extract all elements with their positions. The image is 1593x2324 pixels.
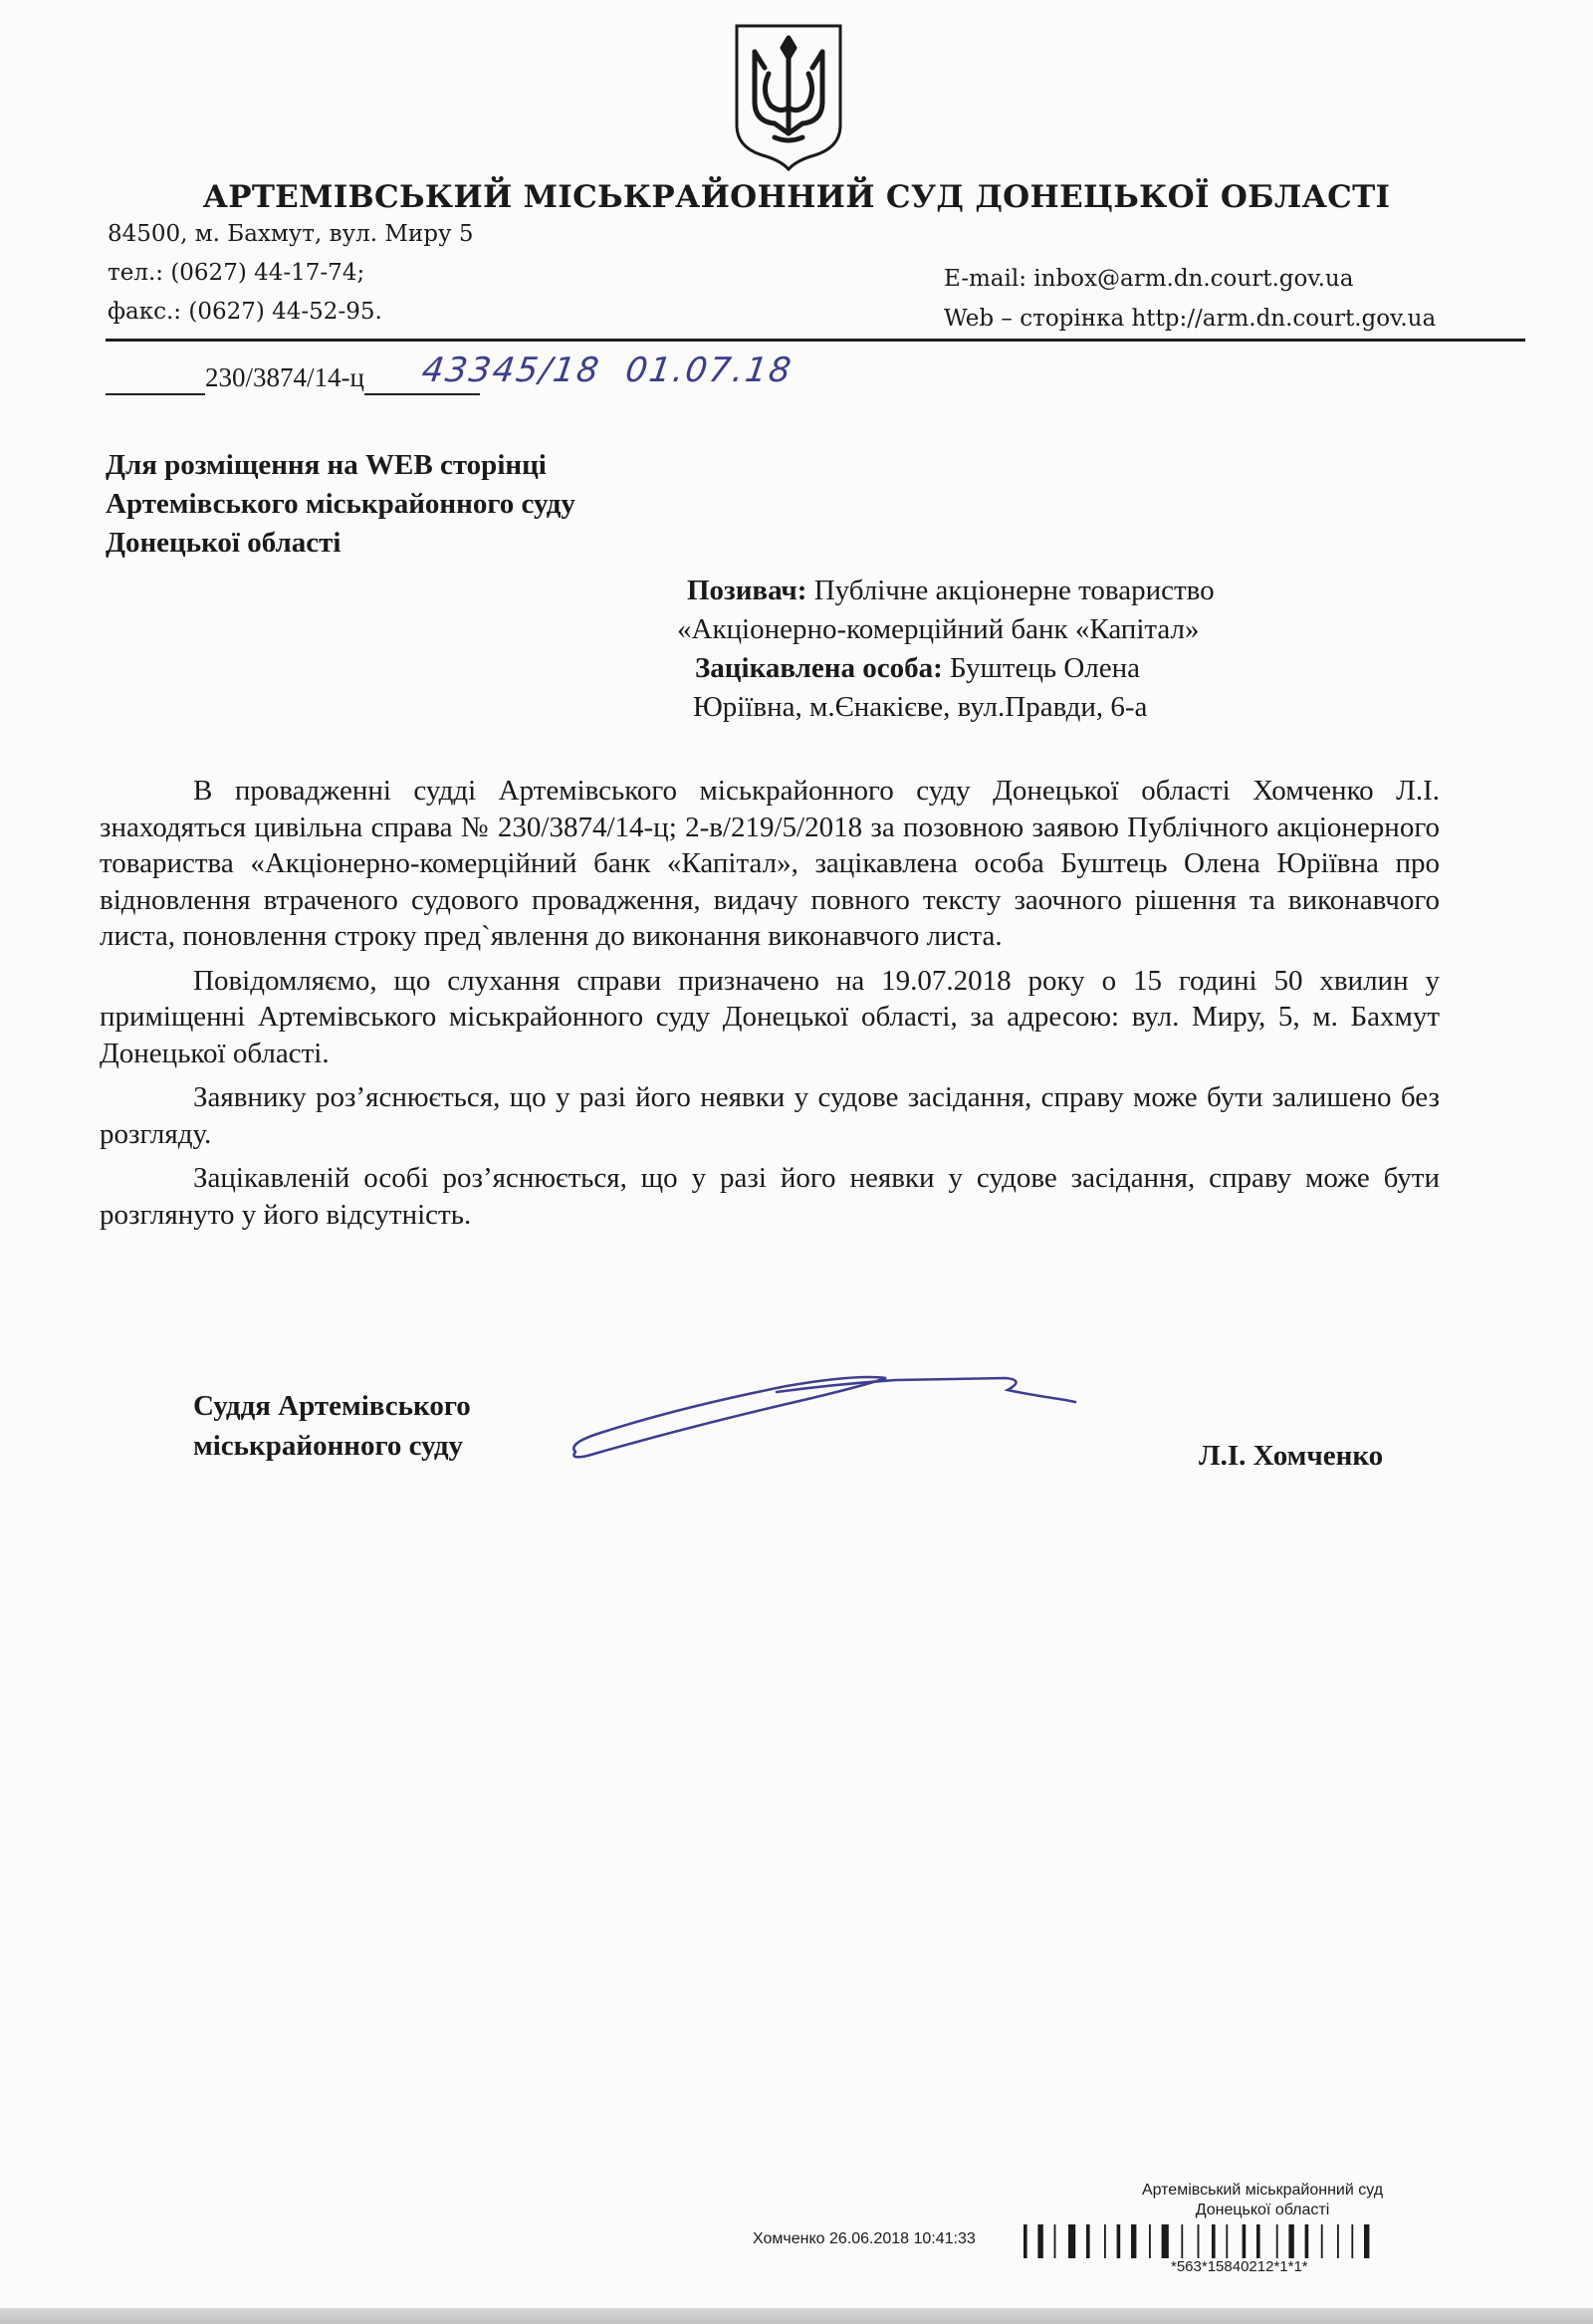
signatory-title [193, 1386, 471, 1466]
barcode [1024, 2224, 1511, 2258]
plaintiff-name: Публічне акціонерне товариство [813, 575, 1215, 606]
barcode-bar [1243, 2224, 1247, 2258]
stamp-meta: Хомченко 26.06.2018 10:41:33 [753, 2230, 976, 2247]
stamp-organization [1113, 2181, 1412, 2220]
plaintiff-row [687, 572, 1215, 610]
barcode-bar [1305, 2224, 1309, 2258]
barcode-bar [1256, 2224, 1260, 2258]
recipient-line: Для розміщення на WEB сторінці [106, 449, 547, 481]
barcode-text: *563*15840212*1*1* [1171, 2258, 1308, 2275]
handwritten-registration [419, 350, 796, 390]
interested-name: Буштець Олена [950, 652, 1140, 684]
plaintiff-label: Позивач: [687, 575, 807, 606]
barcode-bar [1024, 2224, 1027, 2258]
body-paragraph: Заявнику роз’яснюється, що у разі його неявки у судове засідання, справу може бути залишено без розгляду. [100, 1081, 1440, 1150]
barcode-bar [1337, 2224, 1339, 2258]
body-paragraph: Повідомляємо, що слухання справи призначено на 19.07.2018 року о 15 годині 50 хвилин у приміщенні Артемівського міськрайонного суду Донецької області, за адресою: вул. Миру, 5, м. Бахмут Донецької області. [100, 964, 1440, 1069]
notice-body [100, 773, 1440, 1241]
signatory-name: Л.І. Хомченко [1199, 1440, 1384, 1472]
body-paragraph: Зацікавленій особі роз’яснюється, що у разі його неявки у судове засідання, справу може бути розглянуто у його відсутність. [100, 1162, 1440, 1231]
signatory-title-line: міськрайонного суду [193, 1430, 464, 1462]
barcode-bar [1068, 2224, 1075, 2258]
barcode-bar [1198, 2224, 1200, 2258]
recipient-block [106, 446, 575, 563]
body-paragraph: В провадженні судді Артемівського міськрайонного суду Донецької області Хомченко Л.І. знаходяться цивільна справа № 230/3874/14-ц; 2-в/219/5/2018 за позовною заявою Публічного акціонерного товариства «Акціонерно-комерційний банк «Капітал», зацікавлена особа Буштець Олена Юріївна про відновлення втраченого судового провадження, видачу повного тексту заочного рішення та виконавчого листа, поновлення строку пред`явлення до виконання виконавчого листа. [100, 775, 1440, 952]
handwritten-number: 43345/18 [419, 350, 603, 390]
barcode-bar [1162, 2224, 1169, 2258]
barcode-bar [1288, 2224, 1293, 2258]
header-divider [106, 339, 1525, 342]
barcode-bar [1351, 2224, 1353, 2258]
interested-label: Зацікавлена особа: [695, 652, 943, 684]
court-phone: тел.: (0627) 44-17-74; [108, 260, 365, 286]
barcode-bar [1181, 2224, 1183, 2258]
handwritten-date: 01.07.18 [622, 350, 796, 390]
coat-of-arms-icon [731, 22, 846, 171]
court-name-heading: АРТЕМІВСЬКИЙ МІСЬКРАЙОННИЙ СУД ДОНЕЦЬКОЇ ОБЛАСТІ [202, 179, 1391, 215]
signatory-title-line: Суддя Артемівського [193, 1390, 471, 1422]
interested-row [687, 649, 1215, 688]
barcode-bar [1037, 2224, 1042, 2258]
barcode-bar [1226, 2224, 1228, 2258]
case-number: 230/3874/14-ц [205, 362, 364, 392]
barcode-bar [1131, 2224, 1136, 2258]
reference-blank-left [106, 362, 205, 395]
recipient-line: Донецької області [106, 527, 341, 559]
barcode-bar [1117, 2224, 1121, 2258]
parties-block [677, 572, 1215, 727]
handwritten-signature [558, 1348, 1095, 1468]
court-fax: факс.: (0627) 44-52-95. [108, 299, 382, 325]
barcode-bar [1104, 2224, 1106, 2258]
contact-block-left [108, 215, 473, 332]
court-address: 84500, м. Бахмут, вул. Миру 5 [108, 221, 474, 247]
recipient-line: Артемівського міськрайонного суду [106, 488, 575, 520]
page-bottom-edge [0, 2308, 1593, 2324]
stamp-org-line: Артемівський міськрайонний суд [1141, 2182, 1384, 2199]
barcode-bar [1149, 2224, 1151, 2258]
stamp-org-line: Донецької області [1195, 2202, 1330, 2218]
barcode-bar [1364, 2224, 1369, 2258]
barcode-bar [1321, 2224, 1323, 2258]
barcode-bar [1054, 2224, 1056, 2258]
contact-block-right [944, 259, 1436, 339]
barcode-bar [1212, 2224, 1216, 2258]
barcode-bar [1086, 2224, 1090, 2258]
court-email: E-mail: inbox@arm.dn.court.gov.ua [944, 266, 1354, 292]
court-website: Web – сторінка http://arm.dn.court.gov.ua [944, 306, 1437, 332]
barcode-bar [1276, 2224, 1278, 2258]
plaintiff-name-cont: «Акціонерно-комерційний банк «Капітал» [677, 613, 1200, 645]
interested-address: Юріївна, м.Єнакієве, вул.Правди, 6-а [693, 691, 1148, 723]
